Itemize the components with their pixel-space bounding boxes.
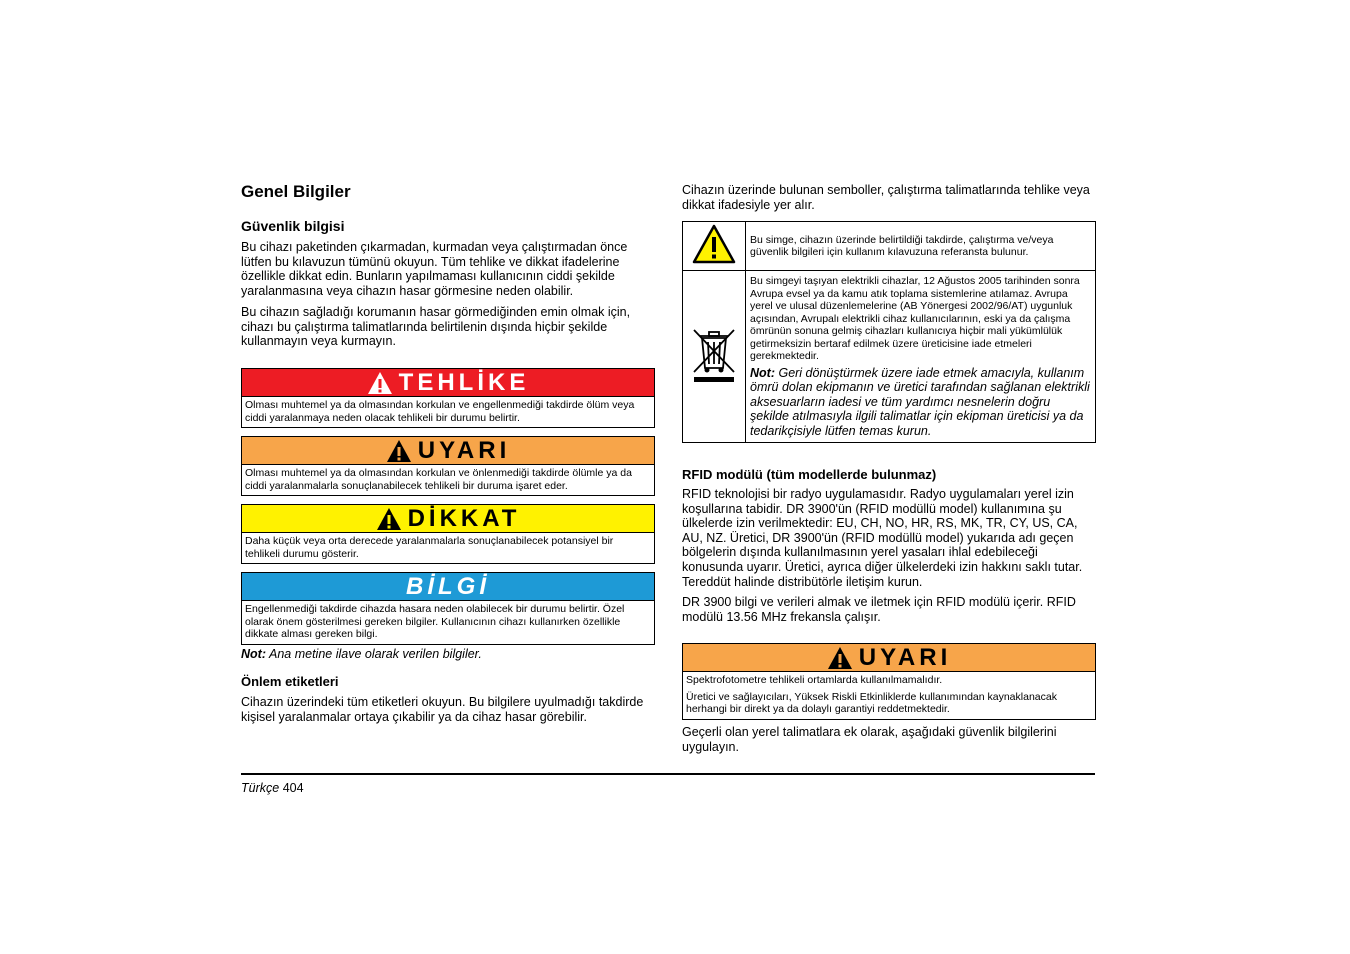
warning-box bbox=[241, 436, 655, 496]
note bbox=[241, 647, 482, 662]
symbol-text-weee bbox=[746, 271, 1096, 443]
symbol-icon-cell bbox=[683, 271, 746, 443]
labels-paragraph: Cihazın üzerindeki tüm etiketleri okuyun. Bu bilgilere uyulmadığı takdirde kişisel yaralanmalar ortaya çıkabilir ya da cihaz hasar görebilir. bbox=[241, 695, 644, 724]
page-title: Genel Bilgiler bbox=[241, 182, 351, 201]
warning-text bbox=[683, 672, 1095, 719]
footer bbox=[241, 781, 304, 795]
labels-heading: Önlem etiketleri bbox=[241, 674, 339, 689]
notice-box bbox=[241, 572, 655, 645]
caution-label: DİKKAT bbox=[407, 504, 521, 532]
notice-text: Engellenmediği takdirde cihazda hasara neden olabilecek bir durumu belirtir. Özel olarak önem gösterilmesi gereken bilgiler. Kullanıcının cihazı kullanırken özellikle dikkate alması gereken bilgi. bbox=[245, 603, 625, 640]
warning-bar bbox=[683, 644, 1095, 672]
danger-label: TEHLİKE bbox=[398, 368, 530, 396]
safety-paragraph-2: Bu cihazın sağladığı korumanın hasar görmediğinden emin olmak için, cihazı bu çalıştırma talimatlarında belirtilenin dışında hiçbir şekilde kullanmayın veya kurmayın. bbox=[241, 305, 631, 349]
safety-heading: Güvenlik bilgisi bbox=[241, 218, 345, 234]
warning-triangle-icon bbox=[367, 371, 393, 395]
symbol-row bbox=[683, 271, 1096, 443]
page-number: 404 bbox=[282, 781, 304, 795]
danger-bar bbox=[242, 369, 654, 397]
warning-text: Olması muhtemel ya da olmasından korkulan ve önlenmediği takdirde ölümle ya da ciddi yaralanmalarla sonuçlanabilecek tehlikeli bir duruma işaret eder. bbox=[245, 467, 632, 492]
symbol-note-label: Not: bbox=[750, 365, 775, 380]
rfid-paragraph-1: RFID teknolojisi bir radyo uygulamasıdır. Radyo uygulamaları yerel izin koşullarına tabidir. DR 3900'ün (RFID modüllü model) kullanımına şu ülkelerde izin verilmektedir: EU, CH, NO, HR, RS, MK, TR, CY, US, CA, AU, NZ. Üretici, DR 3900'ün (RFID modüllü model) yukarıda adı geçen bölgelerin dışında kullanılmasının yerel yasaları ihlal edebileceği konusunda uyarır. Üretici, ayrıca diğer ülkelerdeki izin hakkını saklı tutar. Tereddüt halinde distribütörle iletişim kurun. bbox=[682, 487, 1083, 589]
symbol-note-text: Geri dönüştürmek üzere iade etmek amacıyla, kullanım ömrü dolan ekipmanın ve üretici tarafından sağlanan elektrikli aksesuarların iadesi ve tüm yardımcı nesnelerin doğru şekilde atılmasıyla ilgili talimatlar için ekipman üreticisi ya da tedarikçisiyle lütfen temas kurun. bbox=[750, 365, 1090, 438]
safety-paragraph-1: Bu cihazı paketinden çıkarmadan, kurmadan veya çalıştırmadan önce lütfen bu kılavuzun tümünü okuyun. Tüm tehlike ve dikkat ifadelerine özellikle dikkat edin. Bunların yapılmaması kullanıcının ciddi şekilde yaralanmasına veya cihazın hasar görmesine neden olabilir. bbox=[241, 240, 628, 298]
warning-label: UYARI bbox=[858, 643, 952, 671]
warning-triangle-icon bbox=[376, 507, 402, 531]
rfid-warning-box bbox=[682, 643, 1096, 720]
caution-text: Daha küçük veya orta derecede yaralanmalarla sonuçlanabilecek potansiyel bir tehlikeli durumu gösterir. bbox=[245, 535, 614, 560]
notice-bar bbox=[242, 573, 654, 601]
symbol-note bbox=[750, 366, 1091, 439]
danger-box bbox=[241, 368, 655, 428]
symbol-text: Bu simgeyi taşıyan elektrikli cihazlar, 12 Ağustos 2005 tarihinden sonra Avrupa evsel ya da kamu atık toplama sistemlerine atılamaz. Avrupa yerel ve ulusal düzenlemelerine (AB Yönergesi 2002/96/AT) uygunluk açısından, Avrupalı elektrikli cihaz kullanıcılarının, eski ya da çalışma ömrünün sonuna gelmiş cihazları kullanıcıya hiçbir mali yükümlülük getirmeksizin bertaraf edilmek üzere üreticisine iade etmeleri gerekmektedir. bbox=[750, 275, 1080, 362]
warning-triangle-icon bbox=[827, 646, 853, 670]
warning-line-1: Spektrofotometre tehlikeli ortamlarda kullanılmamalıdır. bbox=[686, 674, 943, 686]
footer-language: Türkçe bbox=[241, 781, 280, 795]
note-text: Ana metine ilave olarak verilen bilgiler. bbox=[266, 647, 482, 661]
rfid-paragraph-2: DR 3900 bilgi ve verileri almak ve iletmek için RFID modülü içerir. RFID modülü 13.56 MHz frekansla çalışır. bbox=[682, 595, 1076, 624]
symbol-text: Bu simge, cihazın üzerinde belirtildiği takdirde, çalıştırma ve/veya güvenlik bilgileri için kullanım kılavuzuna referansta bulunur. bbox=[746, 222, 1096, 271]
symbol-icon-cell bbox=[683, 222, 746, 271]
weee-crossed-bin-icon bbox=[690, 326, 738, 384]
warning-triangle-icon bbox=[692, 224, 736, 264]
warning-triangle-icon bbox=[386, 439, 412, 463]
symbols-intro: Cihazın üzerinde bulunan semboller, çalıştırma talimatlarında tehlike veya dikkat ifadesiyle yer alır. bbox=[682, 183, 1090, 212]
notice-label: BİLGİ bbox=[406, 572, 490, 600]
caution-box bbox=[241, 504, 655, 564]
warning-line-2: Üretici ve sağlayıcıları, Yüksek Riskli Etkinliklerde kullanımından kaynaklanacak herhangi bir direkt ya da dolaylı garantiyi reddetmektedir. bbox=[686, 690, 1057, 715]
footer-rule bbox=[241, 773, 1095, 775]
caution-bar bbox=[242, 505, 654, 533]
warning-label: UYARI bbox=[417, 436, 511, 464]
closing-paragraph: Geçerli olan yerel talimatlara ek olarak, aşağıdaki güvenlik bilgilerini uygulayın. bbox=[682, 725, 1057, 754]
note-label: Not: bbox=[241, 647, 266, 661]
symbol-row bbox=[683, 222, 1096, 271]
warning-bar bbox=[242, 437, 654, 465]
rfid-heading: RFID modülü (tüm modellerde bulunmaz) bbox=[682, 467, 937, 482]
danger-text: Olması muhtemel ya da olmasından korkulan ve engellenmediği takdirde ölüm veya ciddi yaralanmaya neden olacak tehlikeli bir durumu belirtir. bbox=[245, 399, 635, 424]
symbols-table bbox=[682, 221, 1096, 443]
